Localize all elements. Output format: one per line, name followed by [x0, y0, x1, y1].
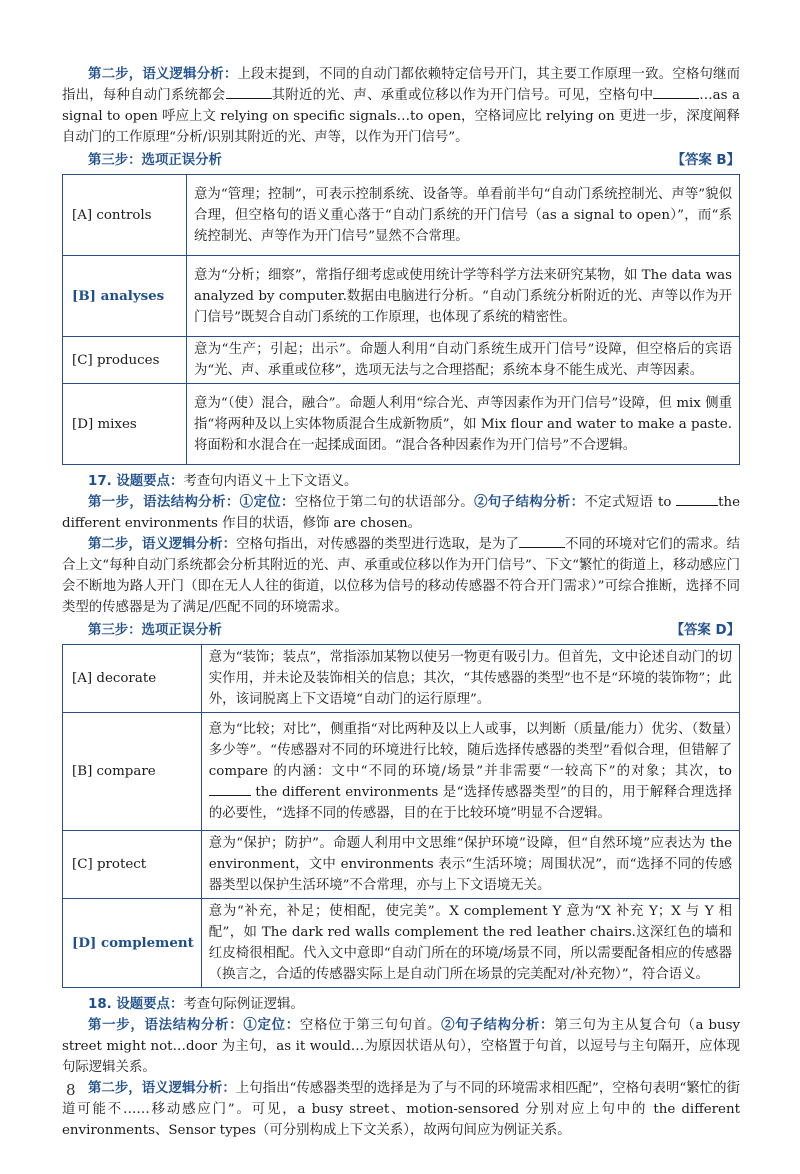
option-label: [C] protect [63, 831, 202, 899]
option-explanation: 意为“比较；对比”，侧重指“对比两种及以上人或事，以判断（质量/能力）优劣、（数量）多少等”。“传感器对不同的环境进行比较，随后选择传感器的类型”看似合理，但错解了 compare 的内涵：文中“不同的环境/场景”并非需要“一较高下”的对象；其次，to the different environments 是“选择传感器类型”的目的，用于解释合理选择的必要性，“选择不同的传感器，目的在于比较环境”明显不合逻辑。 [201, 713, 739, 831]
q16-step2-paragraph: 第二步，语义逻辑分析：上段末提到，不同的自动门都依赖特定信号开门，其主要工作原理一致。空格句继而指出，每种自动门系统都会 其附近的光、声、承重或位移以作为开门信号。可见，空格句中 …as a signal to open 呼应上文 relying on specific signals…to open，空格词应比 relying on 更进一步，深度阐释自动门的工作原理“分析/识别其附近的光、声等，以作为开门信号”。 [62, 67, 741, 145]
q17-heading: 17. 设题要点：考查句内语义＋上下文语义。 [88, 474, 358, 489]
answer-key: 【答案 B】 [671, 153, 740, 168]
question-number: 18. 设题要点： [88, 997, 184, 1012]
step-label: 第二步，语义逻辑分析： [88, 537, 237, 552]
q16-step3-row [62, 150, 740, 171]
step-label: 第二步，语义逻辑分析： [88, 67, 238, 82]
option-label: [B] compare [63, 713, 202, 831]
q18-step1-paragraph: 第一步，语法结构分析：①定位：空格位于第三句句首。②句子结构分析：第三句为主从复合句（a busy street might not…door 为主句，as it would…为原因状语从句），空格置于句首，以逗号与主句隔开，应体现句际逻辑关系。 [62, 1017, 741, 1075]
step-label: 第三步：选项正误分析 [88, 153, 222, 168]
answer-blank [519, 534, 565, 548]
option-explanation: 意为“装饰；装点”，常指添加某物以使另一物更有吸引力。但首先，文中论述自动门的切实作用，并未论及装饰相关的信息；其次，“其传感器的类型”也不是“环境的装饰物”；此外，该词脱离上下文语境“自动门的运行原理”。 [201, 645, 739, 713]
option-explanation: 意为“管理；控制”，可表示控制系统、设备等。单看前半句“自动门系统控制光、声等”貌似合理，但空格句的语义重心落于“自动门系统的开门信号（as a signal to open）”，而“系统控制光、声等作为开门信号”显然不合常理。 [187, 175, 740, 256]
step-label: 第一步，语法结构分析： [88, 1018, 244, 1033]
step-label: 第三步：选项正误分析 [88, 623, 222, 638]
answer-blank [653, 85, 699, 99]
q17-step2-paragraph: 第二步，语义逻辑分析：空格句指出，对传感器的类型进行选取，是为了 不同的环境对它们的需求。结合上文“每种自动门系统都会分析其附近的光、声、承重或位移以作为开门信号”、下文“繁忙的街道上，移动感应门会不断地为路人开门（即在无人人往的街道，以位移为信号的移动传感器不符合开门需求）”可综合推断，选择不同类型的传感器是为了满足/匹配不同的环境需求。 [62, 534, 740, 618]
option-explanation: 意为“生产；引起；出示”。命题人利用“自动门系统生成开门信号”设障，但空格后的宾语为“光、声、承重或位移”，选项无法与之合理搭配；系统本身不能生成光、声等因素。 [187, 337, 740, 384]
answer-blank [209, 782, 251, 796]
page-number: 8 [66, 1081, 76, 1099]
option-label-correct: [D] complement [63, 899, 202, 988]
option-explanation: 意为“（使）混合，融合”。命题人利用“综合光、声等因素作为开门信号”设障，但 mix 侧重指“将两种及以上实体物质混合生成新物质”，如 Mix flour and water to make a paste.将面粉和水混合在一起揉成面团。“混合各种因素作为开门信号”不合逻辑。 [187, 384, 740, 465]
option-label: [A] controls [63, 175, 187, 256]
step-label: 第二步，语义逻辑分析： [88, 1081, 236, 1096]
option-label: [D] mixes [63, 384, 187, 465]
table-row [63, 337, 740, 384]
option-label: [A] decorate [63, 645, 202, 713]
option-explanation: 意为“保护；防护”。命题人利用中文思维“保护环境”设障，但“自然环境”应表达为 the environment，文中 environments 表示“生活环境；周围状况”，而“选择不同的传感器类型以保护生活环境”不合常理，亦与上下文语境无关。 [201, 831, 739, 899]
q16-options-table [62, 174, 740, 465]
table-row [63, 713, 740, 831]
q18-step2-paragraph: 第二步，语义逻辑分析：上句指出“传感器类型的选择是为了与不同的环境需求相匹配”，空格句表明“繁忙的街道可能不……移动感应门”。可见，a busy street、motion-sensored 分别对应上句中的 the different environments、Sensor types（可分别构成上下文关系），故两句间应为例证关系。 [62, 1081, 741, 1138]
table-row [63, 256, 740, 337]
option-explanation: 意为“分析；细察”，常指仔细考虑或使用统计学等科学方法来研究某物，如 The data was analyzed by computer.数据由电脑进行分析。“自动门系统分析附近的光、声等以作为开门信号”既契合自动门系统的工作原理，也体现了系统的精密性。 [187, 256, 740, 337]
q17-step3-row [62, 620, 740, 641]
table-row [63, 899, 740, 988]
question-number: 17. 设题要点： [88, 474, 184, 489]
option-explanation: 意为“补充，补足；使相配，使完美”。X complement Y 意为“X 补充 Y；X 与 Y 相配”，如 The dark red walls complement the red leather chairs.这深红色的墙和红皮椅很相配。代入文中意即“自动门所在的环境/场景不同，所以需要配备相应的传感器（换言之，合适的传感器实际上是自动门所在场景的完美配对/补充物）”，符合语义。 [201, 899, 739, 988]
table-row [63, 384, 740, 465]
answer-key: 【答案 D】 [670, 623, 740, 638]
answer-blank [226, 85, 272, 99]
q18-heading: 18. 设题要点：考查句际例证逻辑。 [88, 997, 304, 1012]
table-row [63, 175, 740, 256]
q17-options-table [62, 644, 740, 988]
answer-blank [676, 492, 718, 506]
step-label: 第一步，语法结构分析： [88, 495, 240, 510]
table-row [63, 831, 740, 899]
option-label-correct: [B] analyses [63, 256, 187, 337]
q17-step1-paragraph: 第一步，语法结构分析：①定位：空格位于第二句的状语部分。②句子结构分析：不定式短语 to the different environments 作目的状语，修饰 are chosen。 [62, 494, 741, 531]
option-label: [C] produces [63, 337, 187, 384]
table-row [63, 645, 740, 713]
